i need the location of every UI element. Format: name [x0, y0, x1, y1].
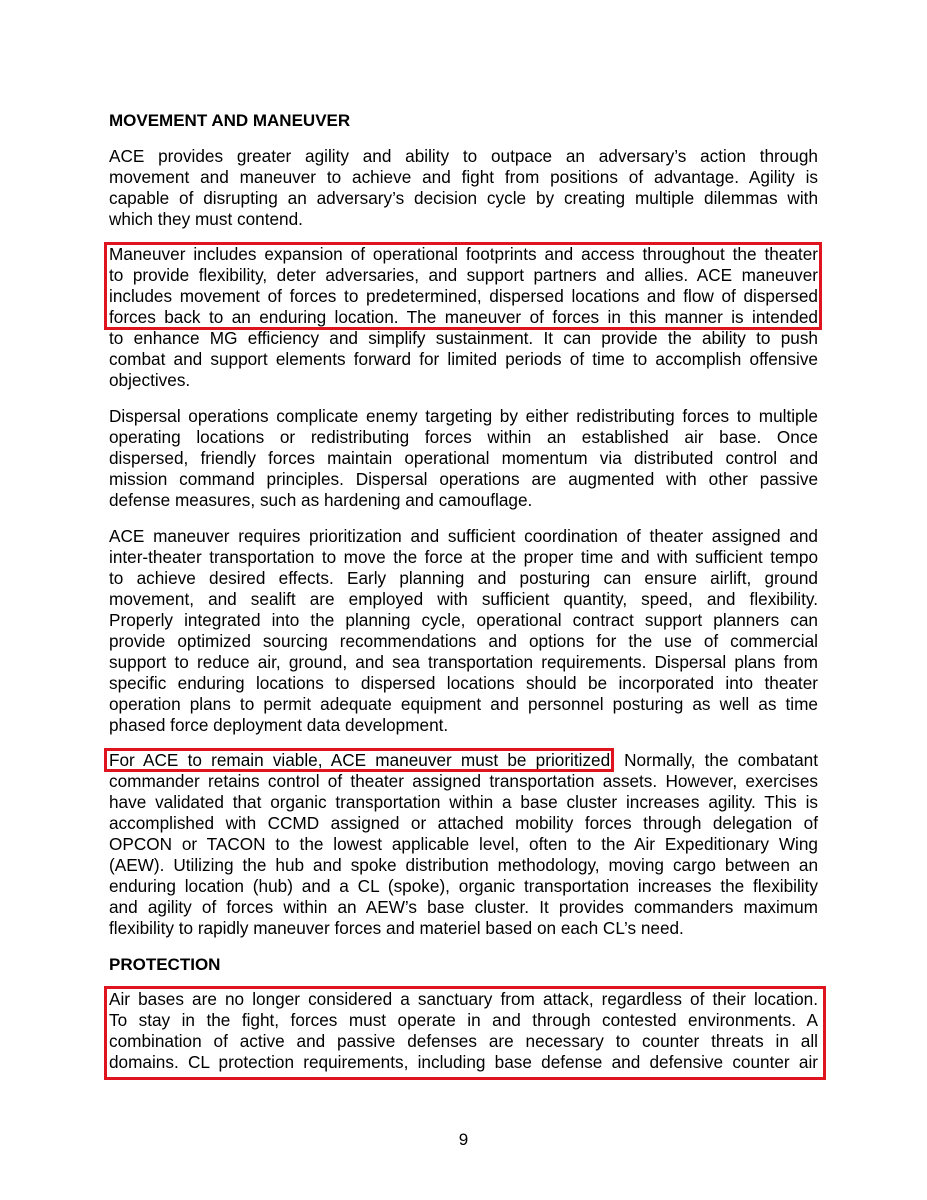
text-line: and agility of forces within an AEW’s base cluster. It provides commanders maximum — [109, 897, 818, 917]
text-line: enduring location (hub) and a CL (spoke), organic transportation increases the flexibility — [109, 876, 818, 896]
section-heading-movement-and-maneuver: MOVEMENT AND MANEUVER — [109, 111, 351, 130]
text-line: specific enduring locations to dispersed locations should be incorporated into theater — [109, 673, 818, 693]
text-line: provide optimized sourcing recommendations and options for the use of commercial — [109, 631, 818, 651]
text-line: capable of disrupting an adversary’s decision cycle by creating multiple dilemmas with — [109, 188, 818, 208]
text-line: combat and support elements forward for limited periods of time to accomplish offensive — [109, 349, 818, 369]
text-line: operating locations or redistributing forces within an established air base. Once — [109, 427, 818, 447]
text-line: Properly integrated into the planning cycle, operational contract support planners can — [109, 610, 818, 630]
highlight-box-air-bases — [104, 986, 826, 1080]
highlight-box-ace-viable — [104, 748, 614, 772]
text-line: ACE maneuver requires prioritization and sufficient coordination of theater assigned and — [109, 526, 818, 546]
paragraph-dispersal-operations — [109, 406, 818, 511]
text-line: includes movement of forces to predetermined, dispersed locations and flow of dispersed — [109, 286, 818, 306]
text-line: have validated that organic transportation within a base cluster increases agility. This is — [109, 792, 818, 812]
text-line: dispersed, friendly forces maintain operational momentum via distributed control and — [109, 448, 818, 468]
text-line: To stay in the fight, forces must operate in and through contested environments. A — [109, 1010, 818, 1030]
text-line: accomplished with CCMD assigned or attached mobility forces through delegation of — [109, 813, 818, 833]
paragraph-ace-maneuver-prioritization — [109, 526, 818, 736]
text-line: For ACE to remain viable, ACE maneuver must be prioritized. Normally, the combatant — [109, 750, 818, 770]
text-line: combination of active and passive defenses are necessary to counter threats in all — [109, 1031, 818, 1051]
text-line: Maneuver includes expansion of operational footprints and access throughout the theater — [109, 244, 818, 264]
text-line: to enhance MG efficiency and simplify sustainment. It can provide the ability to push — [109, 328, 818, 348]
paragraph-ace-viable — [109, 750, 818, 939]
text-line: to achieve desired effects. Early planning and posturing can ensure airlift, ground — [109, 568, 818, 588]
section-heading-protection: PROTECTION — [109, 955, 221, 974]
text-line: ACE provides greater agility and ability to outpace an adversary’s action through — [109, 146, 818, 166]
highlight-box-maneuver-includes — [104, 242, 822, 330]
text-line: inter-theater transportation to move the force at the proper time and with sufficient tempo — [109, 547, 818, 567]
text-line: which they must contend. — [109, 209, 303, 229]
text-line: to provide flexibility, deter adversaries, and support partners and allies. ACE maneuver — [109, 265, 818, 285]
text-line: OPCON or TACON to the lowest applicable level, often to the Air Expeditionary Wing — [109, 834, 818, 854]
text-line: support to reduce air, ground, and sea transportation requirements. Dispersal plans from — [109, 652, 818, 672]
text-line: forces back to an enduring location. The maneuver of forces in this manner is intended — [109, 307, 818, 327]
text-line: commander retains control of theater assigned transportation assets. However, exercises — [109, 771, 818, 791]
text-line: defense measures, such as hardening and camouflage. — [109, 490, 533, 510]
text-line: phased force deployment data development. — [109, 715, 449, 735]
paragraph-ace-agility — [109, 146, 818, 230]
text-line: Air bases are no longer considered a sanctuary from attack, regardless of their location. — [109, 989, 818, 1009]
page-number: 9 — [458, 1130, 469, 1149]
text-line: Dispersal operations complicate enemy targeting by either redistributing forces to multiple — [109, 406, 818, 426]
text-line: objectives. — [109, 370, 191, 390]
text-line: mission command principles. Dispersal operations are augmented with other passive — [109, 469, 818, 489]
text-line: flexibility to rapidly maneuver forces and materiel based on each CL’s need. — [109, 918, 684, 938]
text-line: movement and maneuver to achieve and fight from positions of advantage. Agility is — [109, 167, 818, 187]
text-line: (AEW). Utilizing the hub and spoke distribution methodology, moving cargo between an — [109, 855, 818, 875]
text-line: domains. CL protection requirements, including base defense and defensive counter air — [109, 1052, 818, 1072]
text-line: movement, and sealift are employed with sufficient quantity, speed, and flexibility. — [109, 589, 818, 609]
text-line: operation plans to permit adequate equipment and personnel posturing as well as time — [109, 694, 818, 714]
